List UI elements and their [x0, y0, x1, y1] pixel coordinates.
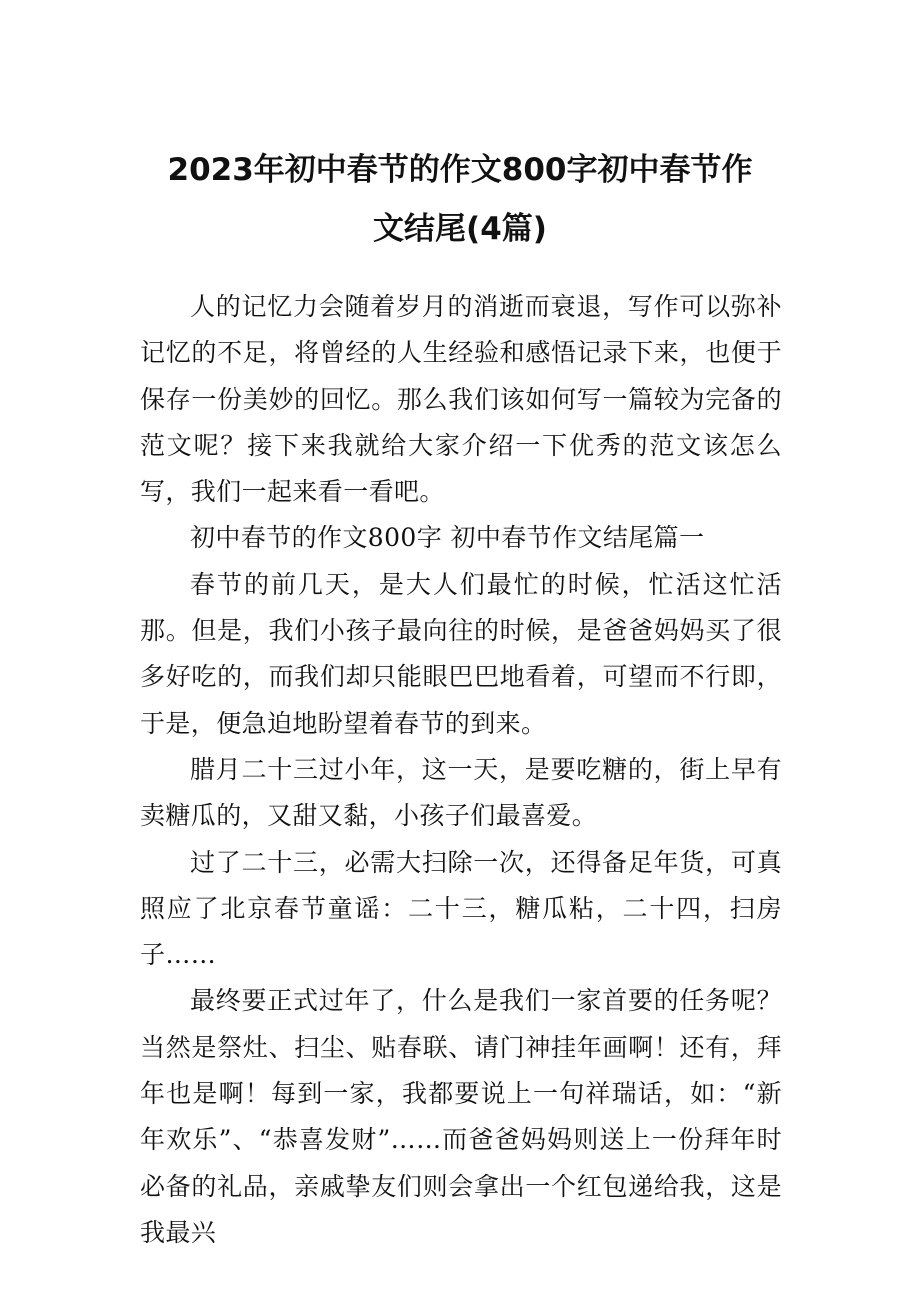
body-paragraph: 春节的前几天，是大人们最忙的时候，忙活这忙活那。但是，我们小孩子最向往的时候，是爸爸妈妈买了很多好吃的，而我们却只能眼巴巴地看着，可望而不行即，于是，便急迫地盼望着春节的到来。	[140, 569, 782, 738]
document-title-line-1: 2023年初中春节的作文800字初中春节作	[167, 152, 753, 188]
intro-paragraph: 人的记忆力会随着岁月的消逝而衰退，写作可以弥补记忆的不足，将曾经的人生经验和感悟记录下来，也便于保存一份美妙的回忆。那么我们该如何写一篇较为完备的范文呢？接下来我就给大家介绍一下优秀的范文该怎么写，我们一起来看一看吧。	[140, 292, 782, 507]
section-heading: 初中春节的作文800字 初中春节作文结尾篇一	[190, 523, 705, 553]
body-paragraph: 最终要正式过年了，什么是我们一家首要的任务呢？当然是祭灶、扫尘、贴春联、请门神挂年画啊！还有，拜年也是啊！每到一家，我都要说上一句祥瑞话，如：“新年欢乐”、“恭喜发财”……而爸爸妈妈则送上一份拜年时必备的礼品，亲戚挚友们则会拿出一个红包递给我，这是我最兴	[140, 986, 782, 1247]
document-title-line-2: 文结尾(4篇)	[373, 211, 547, 247]
body-paragraph: 腊月二十三过小年，这一天，是要吃糖的，街上早有卖糖瓜的，又甜又黏，小孩子们最喜爱。	[140, 754, 782, 831]
document-body	[140, 284, 782, 1256]
body-paragraph: 过了二十三，必需大扫除一次，还得备足年货，可真照应了北京春节童谣：二十三，糖瓜粘，二十四，扫房子……	[140, 847, 782, 970]
